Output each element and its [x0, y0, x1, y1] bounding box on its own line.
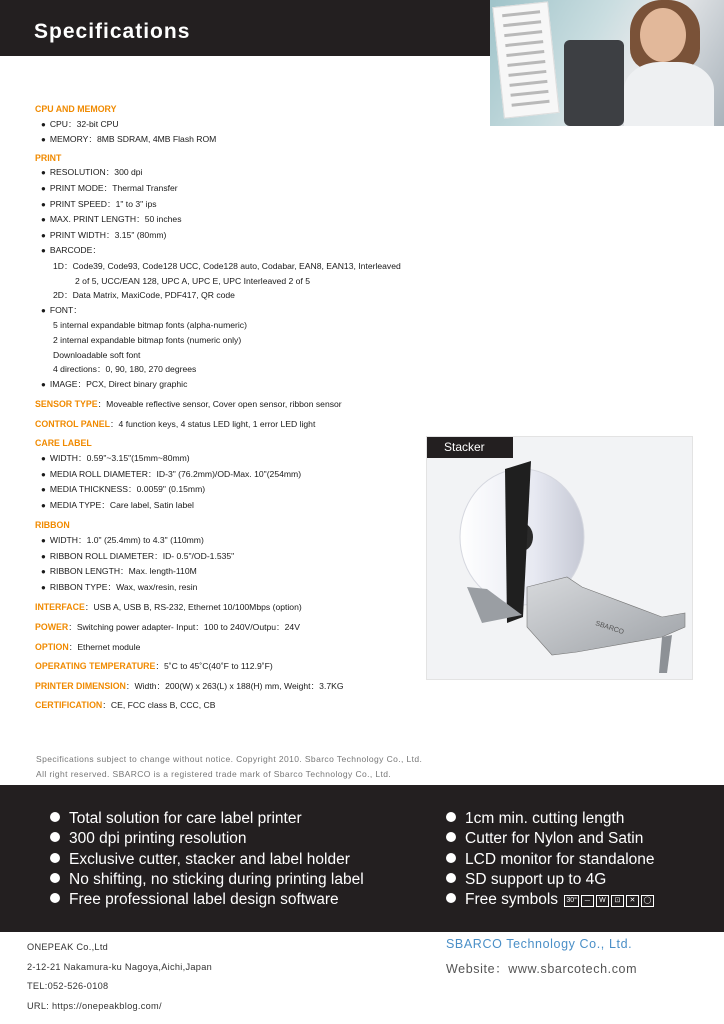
- company-tel: TEL:052-526-0108: [27, 981, 109, 991]
- section-title-cpu: CPU AND MEMORY: [35, 104, 117, 114]
- font-line: 5 internal expandable bitmap fonts (alpha-numeric): [53, 320, 247, 331]
- no-bleach-symbol-icon: ✕: [626, 895, 639, 907]
- section-title-certification: CERTIFICATION: [35, 700, 103, 711]
- spec-item: ● RIBBON LENGTH：Max. length-110M: [35, 564, 465, 580]
- line-dry-symbol-icon: ⏤: [581, 895, 594, 907]
- bullet-icon: [446, 832, 456, 842]
- company-info: [27, 938, 212, 1016]
- feature-item: [50, 809, 364, 829]
- feature-text: Cutter for Nylon and Satin: [465, 830, 644, 848]
- spec-certification: [35, 698, 465, 713]
- stacker-illustration: [427, 437, 694, 681]
- spec-value: ：4 function keys, 4 status LED light, 1 error LED light: [109, 418, 316, 429]
- spec-value: ：Moveable reflective sensor, Cover open sensor, ribbon sensor: [97, 399, 342, 410]
- feature-text: Free professional label design software: [69, 891, 339, 909]
- spec-item: ● FONT：: [35, 303, 465, 319]
- feature-text: No shifting, no sticking during printing label: [69, 870, 364, 888]
- feature-text: Total solution for care label printer: [69, 810, 302, 827]
- spec-list: [35, 99, 465, 713]
- section-title-power: POWER: [35, 622, 69, 632]
- spec-item: ● WIDTH：1.0" (25.4mm) to 4.3" (110mm): [35, 533, 465, 549]
- feature-item: [446, 850, 655, 870]
- wash-30-symbol-icon: 30°: [564, 895, 579, 907]
- feature-item: [446, 829, 655, 849]
- spec-item: ● BARCODE：: [35, 243, 465, 259]
- section-title-ribbon: RIBBON: [35, 520, 70, 531]
- spec-temperature: [35, 659, 465, 674]
- spec-value: ：Switching power adapter- Input：100 to 240V/Outpu：24V: [68, 622, 300, 632]
- spec-value: ：5˚C to 45˚C(40˚F to 112.9˚F): [155, 661, 273, 672]
- font-line: Downloadable soft font: [53, 349, 141, 360]
- spec-value: ：USB A, USB B, RS-232, Ethernet 10/100Mbps (option): [84, 602, 302, 613]
- spec-item: ● RIBBON TYPE：Wax, wax/resin, resin: [35, 580, 465, 596]
- feature-item: [50, 890, 364, 910]
- feature-text: LCD monitor for standalone: [465, 850, 655, 868]
- clothes-rack-image: [564, 40, 624, 126]
- feature-item: [50, 829, 364, 849]
- woman-face: [640, 8, 686, 62]
- brand-website[interactable]: Website：www.sbarcotech.com: [446, 962, 638, 976]
- feature-item: [446, 870, 655, 890]
- spec-control: [35, 417, 465, 432]
- bullet-icon: [50, 873, 60, 883]
- spec-item: ● CPU：32-bit CPU: [35, 117, 465, 133]
- feature-item: [446, 809, 655, 829]
- brand-name: SBARCO Technology Co., Ltd.: [446, 937, 633, 951]
- page-title: Specifications: [34, 20, 191, 43]
- feature-text: 1cm min. cutting length: [465, 810, 625, 827]
- spec-item: ● RESOLUTION：300 dpi: [35, 165, 465, 181]
- care-label-tag-image: [492, 1, 559, 118]
- bullet-icon: [446, 893, 456, 903]
- spec-item: ● IMAGE：PCX, Direct binary graphic: [35, 377, 465, 393]
- feature-text: 300 dpi printing resolution: [69, 830, 247, 848]
- iron-symbol-icon: ⊡: [611, 895, 624, 907]
- spec-item: ● MEDIA THICKNESS：0.0059" (0.15mm): [35, 482, 465, 498]
- company-name: ONEPEAK Co.,Ltd: [27, 942, 109, 952]
- spec-item: ● MAX. PRINT LENGTH：50 inches: [35, 212, 465, 228]
- section-title-control: CONTROL PANEL: [35, 418, 110, 429]
- spec-power: [35, 620, 465, 635]
- bullet-icon: [50, 832, 60, 842]
- feature-text: Free symbols: [465, 891, 559, 909]
- section-title-temperature: OPERATING TEMPERATURE: [35, 661, 156, 672]
- note-line: Specifications subject to change without notice. Copyright 2010. Sbarco Technology Co., Ltd.: [36, 754, 423, 764]
- feature-text: SD support up to 4G: [465, 870, 607, 888]
- spec-sensor: [35, 397, 465, 412]
- bullet-icon: [50, 893, 60, 903]
- bullet-icon: [50, 812, 60, 822]
- hero-photo: [490, 0, 724, 126]
- section-title-sensor: SENSOR TYPE: [35, 399, 98, 410]
- spec-item: ● MEDIA ROLL DIAMETER：ID-3" (76.2mm)/OD-Max. 10"(254mm): [35, 467, 465, 483]
- font-line: 2 internal expandable bitmap fonts (numeric only): [53, 334, 242, 345]
- spec-item: ● MEMORY：8MB SDRAM, 4MB Flash ROM: [35, 132, 465, 148]
- spec-option: [35, 640, 465, 655]
- bullet-icon: [446, 812, 456, 822]
- spec-item: ● PRINT WIDTH：3.15" (80mm): [35, 228, 465, 244]
- barcode-1d-cont: 2 of 5, UCC/EAN 128, UPC A, UPC E, UPC Interleaved 2 of 5: [75, 275, 310, 286]
- spec-item: ● MEDIA TYPE：Care label, Satin label: [35, 498, 465, 514]
- spec-item: ● WIDTH：0.59"~3.15"(15mm~80mm): [35, 451, 465, 467]
- spec-interface: [35, 600, 465, 615]
- section-title-option: OPTION: [35, 641, 69, 652]
- feature-text: Exclusive cutter, stacker and label holder: [69, 850, 350, 868]
- spec-value: ：CE, FCC class B, CCC, CB: [102, 700, 216, 711]
- stacker-photo: [426, 436, 693, 680]
- wet-clean-symbol-icon: W: [596, 895, 609, 907]
- feature-list-left: [50, 809, 364, 910]
- bullet-icon: [446, 853, 456, 863]
- company-url[interactable]: URL: https://onepeakblog.com/: [27, 1000, 162, 1011]
- bullet-icon: [446, 873, 456, 883]
- stacker-label: Stacker: [427, 437, 513, 458]
- feature-list-right: [446, 809, 655, 910]
- tumble-dry-symbol-icon: ◯: [641, 895, 654, 907]
- feature-item: [50, 870, 364, 890]
- barcode-1d: 1D：Code39, Code93, Code128 UCC, Code128 auto, Codabar, EAN8, EAN13, Interleaved: [53, 260, 401, 271]
- feature-item: [446, 890, 655, 910]
- woman-body: [624, 62, 714, 126]
- spec-item: ● PRINT SPEED：1" to 3" ips: [35, 197, 465, 213]
- bullet-icon: [50, 853, 60, 863]
- section-title-print: PRINT: [35, 152, 62, 163]
- company-address: 2-12-21 Nakamura-ku Nagoya,Aichi,Japan: [27, 961, 213, 972]
- spec-value: ：Width：200(W) x 263(L) x 188(H) mm, Weight：3.7KG: [125, 680, 344, 691]
- font-line: 4 directions：0, 90, 180, 270 degrees: [53, 364, 197, 375]
- spec-item: ● RIBBON ROLL DIAMETER：ID- 0.5"/OD-1.535": [35, 549, 465, 565]
- section-title-dimension: PRINTER DIMENSION: [35, 680, 126, 691]
- barcode-2d: 2D：Data Matrix, MaxiCode, PDF417, QR code: [53, 290, 235, 301]
- spec-value: ：Ethernet module: [68, 641, 141, 652]
- feature-band: [0, 785, 724, 932]
- feature-item: [50, 850, 364, 870]
- section-title-interface: INTERFACE: [35, 602, 85, 613]
- stacker-plate-text: SBARCO: [594, 620, 625, 637]
- spec-dimension: [35, 679, 465, 694]
- legal-notes: [36, 752, 422, 782]
- spec-item: ● PRINT MODE：Thermal Transfer: [35, 181, 465, 197]
- note-line: All right reserved. SBARCO is a registered trade mark of Sbarco Technology Co., Ltd.: [36, 769, 392, 779]
- section-title-care: CARE LABEL: [35, 438, 92, 449]
